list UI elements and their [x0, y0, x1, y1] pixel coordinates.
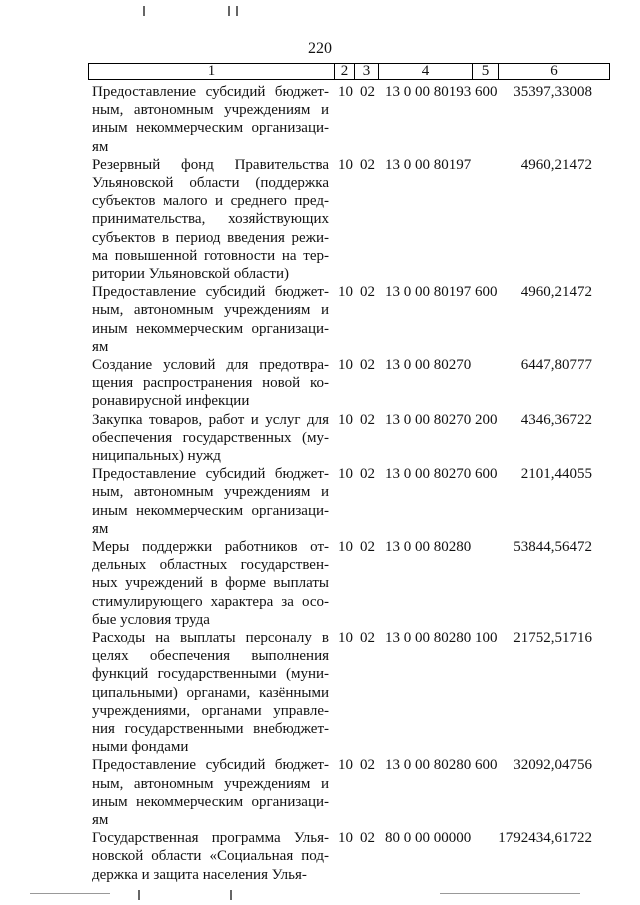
cell-col3: 02 — [360, 284, 375, 301]
cell-col3: 02 — [360, 466, 375, 483]
cell-col6: 32092,04756 — [513, 757, 592, 774]
row-name-line: дельных областных государствен- — [92, 557, 329, 574]
row-name-line: иным некоммерческим организаци- — [92, 120, 329, 137]
cell-col4: 13 0 00 80280 — [385, 630, 472, 646]
cell-col3: 02 — [360, 357, 375, 373]
row-name — [92, 356, 329, 411]
cell-col6: 1792434,61722 — [498, 830, 592, 847]
scan-mark — [138, 890, 140, 900]
row-name-line: Закупка товаров, работ и услуг для — [92, 411, 329, 428]
row-name-line: Предоставление субсидий бюджет- — [92, 757, 329, 774]
cell-col5: 200 — [475, 411, 498, 428]
row-name-line: ными фондами — [92, 739, 189, 756]
row-name-line: Создание условий для предотвра- — [92, 357, 329, 373]
row-name — [92, 538, 329, 629]
scan-mark — [236, 6, 238, 16]
row-name-line: ных учреждений в форме выплаты — [92, 575, 329, 592]
cell-col5: 600 — [475, 284, 498, 301]
scan-mark — [440, 893, 580, 894]
row-name-line: ям — [92, 520, 109, 537]
cell-col4: 13 0 00 80197 — [385, 284, 472, 301]
cell-col6: 35397,33008 — [513, 84, 592, 100]
cell-col3: 02 — [360, 84, 375, 100]
scan-mark — [143, 6, 145, 16]
cell-col2: 10 — [338, 539, 353, 555]
header-col-4: 4 — [379, 64, 473, 79]
cell-col2: 10 — [338, 357, 353, 373]
scan-mark — [228, 6, 230, 16]
header-col-6: 6 — [550, 63, 558, 79]
row-name-line: обеспечения государственных (му- — [92, 429, 329, 446]
table-row — [0, 538, 640, 629]
row-name-line: щения распространения новой ко- — [92, 375, 329, 392]
row-name-line: Предоставление субсидий бюджет- — [92, 466, 329, 483]
row-name-line: учреждениями, органами управле- — [92, 702, 329, 719]
cell-col2: 10 — [338, 84, 353, 100]
row-name-line: ниципальных) нужд — [92, 448, 221, 464]
row-name-line: принимательства, хозяйствующих — [92, 211, 329, 228]
cell-col5: 600 — [475, 466, 498, 483]
header-col-1: 1 — [89, 64, 335, 79]
scan-mark — [230, 890, 232, 900]
row-name-line: Предоставление субсидий бюджет- — [92, 284, 329, 301]
row-name — [92, 465, 329, 538]
cell-col5: 600 — [475, 757, 498, 774]
row-name-line: ным, автономным учреждениям и — [92, 484, 329, 501]
table-row — [0, 83, 640, 156]
cell-col2: 10 — [338, 630, 353, 646]
cell-col2: 10 — [338, 757, 353, 774]
row-name-line: иным некоммерческим организаци- — [92, 502, 329, 519]
cell-col4: 13 0 00 80270 — [385, 411, 472, 428]
row-name-line: субъектов малого и среднего пред- — [92, 193, 329, 210]
cell-col6: 4960,21472 — [520, 284, 592, 301]
cell-col5: 600 — [475, 84, 498, 100]
cell-col3: 02 — [360, 411, 375, 428]
row-name — [92, 411, 329, 466]
row-name-line: ям — [92, 138, 109, 155]
row-name-line: ным, автономным учреждениям и — [92, 775, 329, 792]
cell-col4: 80 0 00 00000 — [385, 830, 472, 847]
row-name — [92, 83, 329, 156]
table-row — [0, 756, 640, 829]
row-name-line: ритории Ульяновской области) — [92, 266, 289, 283]
row-name-line: ям — [92, 812, 109, 828]
row-name-line: Государственная программа Улья- — [92, 830, 329, 847]
header-col-5: 5 — [473, 64, 499, 79]
row-name-line: иным некоммерческим организаци- — [92, 320, 329, 337]
row-name-line: держка и защита населения Улья- — [92, 866, 307, 883]
table-header — [88, 63, 610, 80]
row-name-line: бые условия труда — [92, 611, 210, 628]
table-row — [0, 829, 640, 884]
row-name-line: Ульяновской области (поддержка — [92, 175, 329, 191]
page-number: 220 — [308, 40, 332, 57]
row-name — [92, 756, 329, 829]
row-name-line: Расходы на выплаты персоналу в — [92, 630, 329, 646]
row-name — [92, 156, 329, 283]
row-name-line: новской области «Социальная под- — [92, 848, 329, 865]
header-col-2: 2 — [335, 64, 355, 79]
header-col-3: 3 — [355, 64, 379, 79]
row-name — [92, 829, 329, 884]
row-name-line: ния государственными внебюджет- — [92, 721, 329, 738]
table-row — [0, 629, 640, 756]
row-name-line: стимулирующего характера за осо- — [92, 593, 329, 610]
scan-mark — [30, 893, 110, 894]
cell-col4: 13 0 00 80270 — [385, 466, 472, 483]
cell-col2: 10 — [338, 830, 353, 847]
table-row — [0, 283, 640, 356]
cell-col2: 10 — [338, 284, 353, 301]
cell-col4: 13 0 00 80280 — [385, 757, 472, 774]
row-name-line: ным, автономным учреждениям и — [92, 102, 329, 119]
cell-col6: 4346,36722 — [520, 411, 592, 428]
table-row — [0, 356, 640, 411]
cell-col4: 13 0 00 80280 — [385, 539, 472, 555]
row-name-line: ципальными) органами, казёнными — [92, 684, 329, 701]
cell-col3: 02 — [360, 830, 375, 847]
row-name — [92, 629, 329, 756]
cell-col4: 13 0 00 80197 — [385, 156, 472, 173]
cell-col2: 10 — [338, 466, 353, 483]
row-name-line: ронавирусной инфекции — [92, 393, 250, 410]
row-name-line: ным, автономным учреждениям и — [92, 302, 329, 319]
row-name — [92, 283, 329, 356]
row-name-line: целях обеспечения выполнения — [92, 648, 329, 665]
cell-col4: 13 0 00 80193 — [385, 84, 472, 100]
cell-col2: 10 — [338, 156, 353, 173]
row-name-line: Предоставление субсидий бюджет- — [92, 84, 329, 100]
row-name-line: ям — [92, 338, 109, 355]
cell-col6: 4960,21472 — [520, 156, 592, 173]
table-row — [0, 411, 640, 466]
table-row — [0, 465, 640, 538]
cell-col6: 53844,56472 — [513, 539, 592, 555]
row-name-line: Резервный фонд Правительства — [92, 156, 329, 173]
row-name-line: Меры поддержки работников от- — [92, 539, 329, 555]
cell-col5: 100 — [475, 630, 498, 646]
row-name-line: функций государственными (муни- — [92, 666, 329, 683]
table-row — [0, 156, 640, 283]
cell-col3: 02 — [360, 156, 375, 173]
cell-col6: 21752,51716 — [513, 630, 592, 646]
cell-col4: 13 0 00 80270 — [385, 357, 472, 373]
row-name-line: ма повышенной готовности на тер- — [92, 247, 329, 264]
cell-col3: 02 — [360, 630, 375, 646]
row-name-line: иным некоммерческим организаци- — [92, 793, 329, 810]
cell-col3: 02 — [360, 757, 375, 774]
cell-col3: 02 — [360, 539, 375, 555]
cell-col6: 2101,44055 — [520, 466, 592, 483]
cell-col2: 10 — [338, 411, 353, 428]
cell-col6: 6447,80777 — [520, 357, 592, 373]
row-name-line: субъектов в период введения режи- — [92, 229, 329, 246]
